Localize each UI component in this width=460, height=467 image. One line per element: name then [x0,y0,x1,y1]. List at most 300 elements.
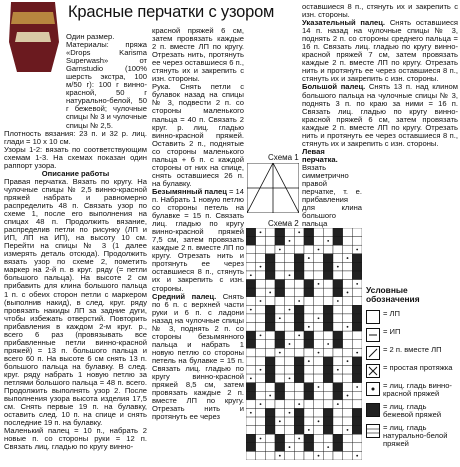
schema-cell [256,408,266,417]
schema-cell [314,297,324,306]
schema-dot [260,231,262,233]
schema-dot [289,309,291,311]
schema-cell [304,314,314,323]
schema-cell [246,417,256,426]
dash-symbol-icon [366,328,380,342]
section-heading: Описание работы [41,168,110,178]
schema-cell [323,305,333,314]
schema-cell [256,305,266,314]
schema-dot [260,300,262,302]
schema-dot [298,335,300,337]
schema-cell [314,262,324,271]
schema-cell [275,237,285,246]
schema-cell [265,297,275,306]
schema-cell [265,271,275,280]
schema-dot [260,335,262,337]
gauge: Плотность вязания: 23 п. и 32 р. лиц. глади = 10 х 10 см. [4,128,147,146]
schema-cell [352,365,362,374]
schema-cell [352,271,362,280]
schema-cell [256,288,266,297]
schema-dot [308,360,310,362]
schema-dot [298,403,300,405]
schema-cell [333,254,343,263]
schema-cell [323,314,333,323]
schema-cell [285,417,295,426]
schema-cell [294,340,304,349]
schema-cell [275,434,285,443]
schema-dot [327,240,329,242]
middle-finger-title: Средний палец. [152,291,217,301]
schema-cell [285,331,295,340]
schema-cell [343,348,353,357]
schema-dot [356,249,358,251]
schema-cell [265,331,275,340]
schema-cell [343,443,353,452]
schema-dot [347,429,349,431]
schema-cell [343,417,353,426]
schema-cell [275,340,285,349]
schema-dot [250,377,252,379]
schema-cell [256,254,266,263]
schema-cell [304,417,314,426]
index-finger-text: Снять оставшиеся 14 п. назад на чулочные спицы № 3, поднять 2 п. со стороны среднего пальца = 16 п. Связать лиц. гладью по кругу винно-красной пряжей 7 см, затем провязать каждые 2 п. вместе ЛП по кругу. Отрезать нить и протянуть ее через оставшиеся 8 п., стянуть их и закрепить с изн. стороны. [302,18,458,84]
schema-cell [343,305,353,314]
schema-cell [246,443,256,452]
schema-cell [294,443,304,452]
schema-cell [265,340,275,349]
schema-cell [352,443,362,452]
schema-cell [294,383,304,392]
schema-cell [323,331,333,340]
schema-cell [343,451,353,460]
schema-cell [294,314,304,323]
schema-cell [314,331,324,340]
schema-cell [314,254,324,263]
schema-cell [333,408,343,417]
schema-cell [265,426,275,435]
schema-cell [314,374,324,383]
schema-cell [314,323,324,332]
schema-cell [246,426,256,435]
hand-text: Рука. Снять петли с булавок назад на спицы № 3, подвести 2 п. со стороны маленького пальца = 40 п. Связать 2 круг. р. лиц. гладью винно-красной пряжей. Оставить 2 п., поднятые со стороны маленького пальца + 6 п. с каждой стороны от них на спице, снять оставшиеся 26 п. на булавку. [152,82,244,188]
schema-dot [356,386,358,388]
schema-1 [247,163,299,213]
schema-dot [347,395,349,397]
schema-cell [352,357,362,366]
schema-cell [285,297,295,306]
schema-dot [356,455,358,457]
schema-cell [285,391,295,400]
schema-cell [275,391,285,400]
schema-cell [285,451,295,460]
schema-cell [323,245,333,254]
schema-cell [294,254,304,263]
schema-cell [294,374,304,383]
schema-cell [285,434,295,443]
size-line: Один размер. [66,32,115,41]
schema-cell [323,348,333,357]
schema-cell [265,305,275,314]
schema-dot [347,326,349,328]
schema-dot [347,292,349,294]
schema-cell [285,348,295,357]
schema-dot [337,266,339,268]
schema-dot [318,352,320,354]
red-symbol-icon [366,403,380,417]
left-glove-text: Вязать симметрично правой перчатке, т. е. прибавления для клина большого пальца [302,162,362,229]
schema-dot [260,266,262,268]
legend-item [366,403,458,420]
schema-cell [323,323,333,332]
schema-cell [343,408,353,417]
schema-cell [285,254,295,263]
schema-cell [323,417,333,426]
schema-cell [285,426,295,435]
legend-item [366,382,458,399]
col2-text1: красной пряжей 6 см, затем провязать каждые 2 п. вместе ЛП по кругу. Отрезать нить, протянуть ее через оставшиеся 6 п., стянуть их и закрепить с изн. стороны. [152,26,244,84]
schema-cell [246,297,256,306]
schema-cell [323,254,333,263]
schema-cell [323,374,333,383]
schema-cell [265,357,275,366]
schema-cell [352,331,362,340]
schema-cell [314,305,324,314]
schema-cell [352,237,362,246]
schema-cell [294,323,304,332]
legend-text: = лиц. гладь натурально-белой пряжей [383,422,448,449]
schema-cell [265,417,275,426]
schema-cell [304,391,314,400]
schema-cell [323,391,333,400]
schema-dot [298,438,300,440]
schema-dot [337,403,339,405]
ring-finger-title: Безымянный палец [152,186,227,196]
schema-cell [343,340,353,349]
schema-cell [343,374,353,383]
schema-cell [265,443,275,452]
schema-cell [275,357,285,366]
schema-dot [279,455,281,457]
schema-cell [256,374,266,383]
x-symbol-icon [366,364,380,378]
schema-cell [314,271,324,280]
schema-cell [352,254,362,263]
schema-dot [318,455,320,457]
schema-cell [323,383,333,392]
schema-cell [343,237,353,246]
schema-cell [333,331,343,340]
schema-cell [256,280,266,289]
schema-dot [269,292,271,294]
schema-cell [333,374,343,383]
schema-cell [352,417,362,426]
schema-cell [304,434,314,443]
schema-cell [246,262,256,271]
schema-dot [298,231,300,233]
schema-cell [265,348,275,357]
schema-cell [333,314,343,323]
schema-cell [314,434,324,443]
schema-cell [323,434,333,443]
schema-dot [289,240,291,242]
schema-cell [314,237,324,246]
left-glove-title: Левая перчатка. [302,146,338,164]
schema-cell [275,400,285,409]
schema-cell [304,228,314,237]
schema-cell [275,331,285,340]
patterns: Узоры 1-2: вязать по соответствующим схемам 1-3. На схемах показан один раппорт узора. [4,144,147,170]
schema-cell [275,288,285,297]
schema-dot [308,429,310,431]
schema-cell [265,365,275,374]
schema-cell [275,408,285,417]
schema-cell [285,400,295,409]
schema-cell [294,288,304,297]
schema-cell [294,245,304,254]
schema-cell [323,365,333,374]
schema-dot [318,283,320,285]
schema-cell [314,288,324,297]
schema-cell [265,408,275,417]
schema-cell [304,451,314,460]
schema-dot [260,403,262,405]
schema-dot [279,249,281,251]
schema-cell [343,434,353,443]
schema-cell [275,443,285,452]
schema-cell [304,408,314,417]
schema-cell [285,323,295,332]
schema-cell [265,374,275,383]
schema-cell [352,297,362,306]
schema-dot [347,257,349,259]
schema-cell [314,365,324,374]
schema-cell [304,340,314,349]
schema-dot [308,257,310,259]
schema-cell [246,400,256,409]
schema-cell [275,228,285,237]
schema-cell [304,443,314,452]
schema-cell [294,262,304,271]
schema-cell [343,383,353,392]
schema-cell [275,305,285,314]
schema-cell [323,400,333,409]
legend-title: Условные обозначения [366,285,420,304]
schema-1-label: Схема 1 [268,153,299,162]
schema-cell [304,245,314,254]
legend-text: = лиц. гладь бежевой пряжей [383,401,442,420]
schema-cell [343,271,353,280]
schema-dot [356,283,358,285]
thumb-text: Снять 13 п. над клином большого пальца на чулочные спицы № 3, поднять 3 п. по краю за ними = 16 п. Связать лиц. гладью по кругу винно-красной пряжей 6 см, затем провязать каждые 2 п. вместе ЛП по кругу. Отрезать нить и протянуть ее через оставшиеся 8 п., стянуть их и закрепить с изн. стороны. [302,82,458,148]
schema-cell [256,451,266,460]
schema-cell [333,228,343,237]
schema-dot [337,369,339,371]
legend-text: = 2 п. вместе ЛП [383,345,442,354]
schema-cell [352,314,362,323]
schema-cell [352,400,362,409]
dot-symbol-icon [366,382,380,396]
schema-dot [289,377,291,379]
schema-dot [318,420,320,422]
schema-dot [260,438,262,440]
schema-dot [289,412,291,414]
schema-cell [323,228,333,237]
schema-cell [333,280,343,289]
schema-2-grid [246,228,362,460]
schema-cell [314,228,324,237]
schema-cell [352,340,362,349]
schema-cell [333,426,343,435]
schema-cell [275,297,285,306]
schema-cell [343,228,353,237]
schema-cell [246,434,256,443]
schema-cell [275,365,285,374]
schema-cell [246,383,256,392]
schema-cell [265,237,275,246]
schema-cell [256,426,266,435]
materials: Материалы: пряжа «Drops Karisma Superwash» от Garnstudio (100% шерсть экстра, 100 м/50 г): 100 г винно-красной, 50 г натурально-белой, 50 г бежевой; чулочные спицы № 3 и чулочные спицы № 2,5. [66,40,147,130]
schema-cell [323,280,333,289]
schema-cell [343,331,353,340]
schema-dot [289,343,291,345]
schema-dot [250,274,252,276]
schema-cell [285,365,295,374]
ring-finger-text: = 14 п. Набрать 1 новую петлю со стороны петель на булавке = 15 п. Связать лиц. гладью по кругу винно-красной пряжей 7,5 см, затем провязать каждые 2 п. вместе ЛП по кругу. Отрезать нить и протянуть ее через оставшиеся 8 п., стянуть их и закрепить с изн. стороны. [152,186,244,293]
schema-cell [294,305,304,314]
schema-cell [265,262,275,271]
legend-item [366,310,458,324]
schema-cell [323,426,333,435]
schema-cell [294,271,304,280]
thumb-title: Большой палец. [302,82,366,92]
schema-cell [352,323,362,332]
schema-cell [294,408,304,417]
schema-cell [256,417,266,426]
schema-cell [333,271,343,280]
schema-cell [304,365,314,374]
schema-cell [352,288,362,297]
schema-cell [275,280,285,289]
schema-cell [323,408,333,417]
schema-cell [246,331,256,340]
schema-cell [294,426,304,435]
schema-dot [279,420,281,422]
schema-cell [246,288,256,297]
schema-cell [352,434,362,443]
schema-cell [314,408,324,417]
schema-cell [285,357,295,366]
schema-cell [294,391,304,400]
schema-cell [304,305,314,314]
schema-dot [318,317,320,319]
schema-cell [333,340,343,349]
schema-cell [256,357,266,366]
schema-cell [304,400,314,409]
schema-cell [333,305,343,314]
schema-cell [314,391,324,400]
schema-cell [246,254,256,263]
schema-dot [337,300,339,302]
schema-cell [294,365,304,374]
middle-finger-text: Снять по 6 п. с верхней части руки и 6 п. с ладони назад на чулочные спицы № 3, поднять 2 п. со стороны безымянного пальца и набрать 1 новую петлю со стороны петель на булавке = 15 п. Связать лиц. гладью по кругу винно-красной пряжей 8,5 см, затем провязать каждые 2 п. вместе ЛП по кругу. Отрезать нить и протянуть ее через [152,291,244,422]
schema-cell [343,400,353,409]
schema-cell [246,237,256,246]
schema-dot [289,274,291,276]
schema-cell [333,348,343,357]
schema-cell [343,245,353,254]
schema-cell [256,443,266,452]
legend-item [366,364,458,378]
index-finger-title: Указательный палец. [302,18,385,28]
schema-cell [314,426,324,435]
blank-symbol-icon [366,310,380,324]
schema-cell [352,262,362,271]
schema-cell [246,314,256,323]
schema-cell [285,262,295,271]
schema-cell [333,237,343,246]
schema-cell [343,365,353,374]
schema-2-label: Схема 2 [268,219,299,228]
schema-cell [333,434,343,443]
schema-cell [246,391,256,400]
schema-cell [256,245,266,254]
schema-dot [250,412,252,414]
schema-cell [256,391,266,400]
schema-cell [323,262,333,271]
schema-cell [314,400,324,409]
schema-dot [279,317,281,319]
schema-cell [314,357,324,366]
legend-text: = простая протяжка [383,363,453,372]
schema-cell [294,348,304,357]
schema-dot [269,395,271,397]
schema-cell [285,383,295,392]
schema-cell [246,280,256,289]
schema-cell [323,357,333,366]
schema-cell [304,297,314,306]
schema-cell [323,297,333,306]
schema-cell [265,254,275,263]
schema-cell [352,228,362,237]
right-glove-text: Правая перчатка. Вязать по кругу. На чулочные спицы № 2,5 винно-красной пряжей набрать и равномерно распределить 48 п. Связать узор по схеме 1, после его выполнения на спицах 48 п. Продолжить вязание, распределив петли по рисунку (ЛП и ИП, ЛП на ИП), на высоту 10 см. Перейти на спицы № 3 (1 далее измерять деталь отсюда). Продолжить вязать узор по схеме 2, пометить маркер на 2-й п. в круг. ряду (= петли большого пальца). На высоте 2 см прибавить для клина большого пальца 1 п. с обеих сторон петли с маркером (выполнив накид), в след. круг. ряду провязать накиды ЛП за задние дуги, чтобы избежать отверстий. Повторить прибавления в каждом 2-м круг. р., всего 6 раз (провязывать все прибавленные петли винно-красной пряжей) = 13 п. большого пальца и всего 60 п. На высоте 6 см снять 13 п. большого пальца на булавку. В след. круг. ряду набрать 1 новую петлю за петлями большого пальца = 48 п. всего. Продолжить выполнять узор 2. После выполнения узора высота изделия 17,5 см. Снять первые 19 п. на булавку, оставить след. 10 п. на спице и снять последние 19 п. на булавку. [4,176,147,428]
col3-text1: оставшиеся 8 п., стянуть их и закрепить с изн. стороны. [302,2,458,20]
schema-cell [343,262,353,271]
schema-cell [323,451,333,460]
schema-cell [246,357,256,366]
schema-cell [304,280,314,289]
schema-cell [333,443,343,452]
schema-cell [285,314,295,323]
legend [366,286,458,453]
schema-cell [256,383,266,392]
schema-cell [304,288,314,297]
schema-cell [352,374,362,383]
schema-cell [275,323,285,332]
schema-cell [265,400,275,409]
schema-cell [256,348,266,357]
schema-dot [347,360,349,362]
legend-text: = лиц. гладь винно-красной пряжей [383,381,452,399]
schema-cell [275,271,285,280]
schema-cell [314,443,324,452]
schema-cell [323,271,333,280]
page-title: Красные перчатки с узором [68,3,275,21]
schema-dot [289,446,291,448]
schema-dot [356,352,358,354]
schema-cell [304,331,314,340]
schema-cell [294,280,304,289]
hatch-symbol-icon [366,424,380,438]
